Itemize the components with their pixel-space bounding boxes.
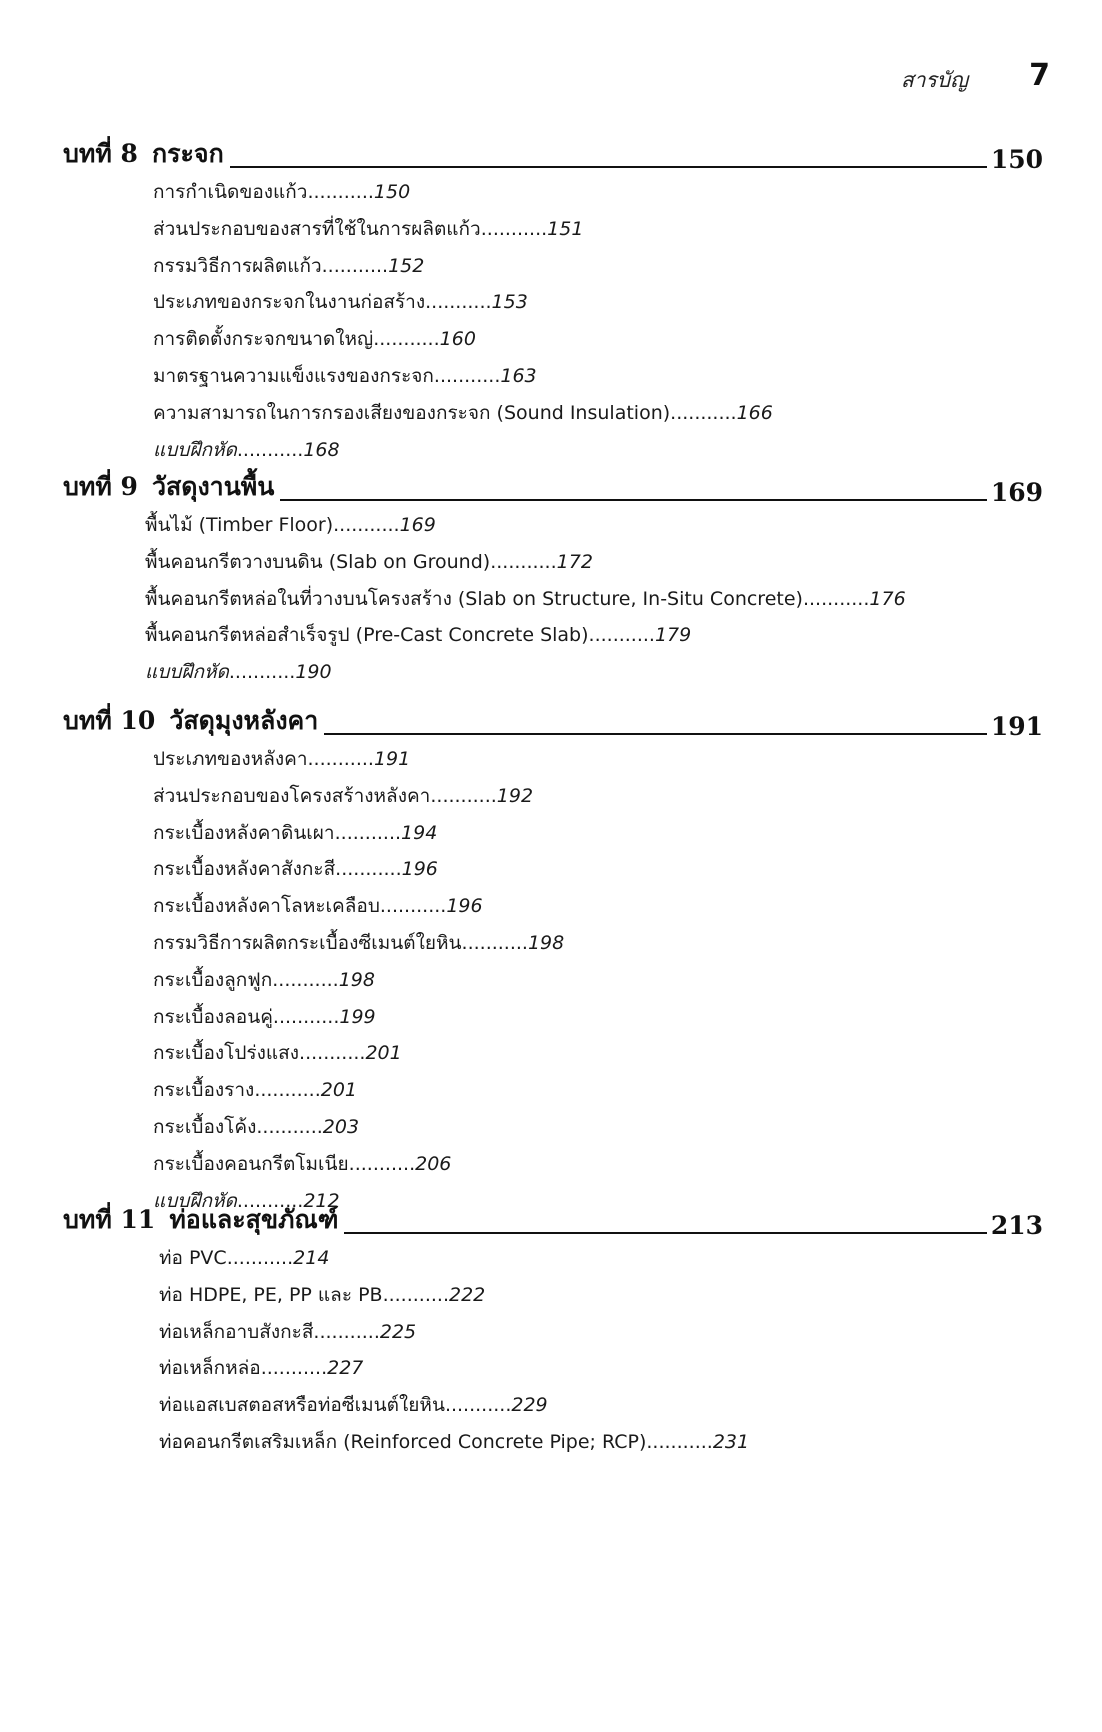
toc-entry-page: 169 [399, 514, 436, 536]
toc-entry[interactable] [153, 999, 1043, 1036]
toc-entry-page: 168 [303, 438, 340, 461]
dot-leader: ........... [313, 1320, 380, 1343]
toc-entry-page: 152 [388, 254, 425, 277]
dot-leader: ........... [382, 1283, 449, 1306]
toc-entry-page: 199 [339, 1005, 376, 1028]
toc-entry[interactable] [159, 1350, 1043, 1387]
toc-entry-title: กระเบื้องโค้ง [153, 1115, 257, 1138]
toc-entry[interactable] [153, 1109, 1043, 1146]
chapter-heading[interactable] [63, 1200, 1043, 1240]
chapter-title: ท่อและสุขภัณฑ์ [169, 1205, 339, 1234]
toc-entry[interactable] [153, 962, 1043, 999]
toc-entry[interactable] [145, 581, 1043, 618]
dot-leader: ........... [260, 1357, 328, 1380]
running-title: สารบัญ [900, 68, 968, 92]
dot-leader: ........... [433, 364, 501, 387]
toc-entry[interactable] [153, 815, 1043, 852]
dot-leader: ........... [236, 1189, 304, 1212]
chapter-label: บทที่ 9 [63, 472, 138, 501]
toc-entry-title: กระเบื้องราง [153, 1079, 255, 1102]
chapter-page-number: 169 [990, 478, 1043, 507]
toc-entry-page: 231 [712, 1430, 750, 1453]
dot-leader: ........... [670, 401, 737, 424]
toc-entry-title: กระเบื้องหลังคาโลหะเคลือบ [153, 895, 380, 918]
chapter-label: บทที่ 11 [63, 1205, 156, 1234]
toc-entry-page: 206 [415, 1152, 452, 1175]
toc-entry-title: พื้นคอนกรีตวางบนดิน (Slab on Ground) [145, 550, 491, 573]
toc-entry-title: ท่อแอสเบสตอสหรือท่อซีเมนต์ใยหิน [159, 1394, 445, 1417]
toc-entry[interactable] [145, 654, 1043, 691]
toc-entry-title: มาตรฐานความแข็งแรงของกระจก [153, 364, 434, 387]
toc-entry[interactable] [153, 321, 1043, 358]
toc-entry-title: กระเบื้องลอนคู่ [153, 1005, 273, 1028]
toc-entry-title: กรรมวิธีการผลิตกระเบื้องซีเมนต์ใยหิน [153, 931, 462, 954]
toc-entry-page: 198 [527, 931, 565, 954]
toc-entry-page: 198 [338, 968, 375, 991]
dot-leader: ........... [236, 438, 304, 461]
dot-leader: ........... [272, 968, 339, 991]
toc-entry[interactable] [159, 1240, 1043, 1277]
chapter-entry-list [145, 507, 1043, 691]
toc-entry[interactable] [153, 248, 1043, 285]
dot-leader: ........... [272, 1005, 340, 1028]
dot-leader: ........... [802, 587, 870, 610]
toc-entry-page: 160 [439, 328, 476, 351]
toc-entry-page: 190 [295, 661, 332, 684]
toc-entry-title: กระเบื้องคอนกรีตโมเนีย [153, 1152, 349, 1175]
toc-entry-title: ท่อเหล็กหล่อ [159, 1357, 261, 1380]
toc-entry[interactable] [153, 358, 1043, 395]
toc-entry-page: 227 [327, 1357, 364, 1380]
toc-entry-title: ท่อเหล็กอาบสังกะสี [159, 1320, 314, 1343]
toc-entry-title: กระเบื้องโปร่งแสง [153, 1042, 300, 1065]
toc-entry-title: กระเบื้องลูกฟูก [153, 968, 273, 991]
toc-entry-page: 201 [365, 1042, 402, 1065]
toc-entry[interactable] [153, 211, 1043, 248]
chapter-section [63, 1200, 1043, 1461]
dot-leader: ........... [254, 1079, 321, 1102]
toc-entry-page: 153 [491, 291, 528, 314]
toc-entry-title: ส่วนประกอบของโครงสร้างหลังคา [153, 784, 431, 807]
dot-leader: ........... [307, 748, 374, 770]
dot-leader: ........... [335, 858, 402, 881]
page-number: 7 [1029, 58, 1050, 93]
toc-entry[interactable] [159, 1387, 1043, 1424]
chapter-page-number: 150 [990, 145, 1043, 174]
chapter-title: กระจก [151, 139, 224, 168]
dot-leader: ........... [334, 821, 402, 844]
chapter-leader-line [280, 499, 986, 501]
toc-entry-page: 196 [446, 895, 483, 918]
chapter-entry-list [153, 741, 1043, 1219]
toc-entry[interactable] [153, 741, 1043, 778]
dot-leader: ........... [490, 550, 557, 573]
toc-entry-page: 229 [511, 1394, 548, 1417]
chapter-entry-list [159, 1240, 1043, 1461]
toc-entry-page: 212 [303, 1189, 340, 1212]
toc-entry-title: แบบฝึกหัด [153, 1189, 237, 1212]
toc-entry-title: พื้นคอนกรีตหล่อในที่วางบนโครงสร้าง (Slab on Structure, In-Situ Concrete) [145, 587, 803, 610]
chapter-entry-list [153, 174, 1043, 468]
dot-leader: ........... [348, 1152, 416, 1175]
toc-entry-title: แบบฝึกหัด [153, 438, 237, 461]
dot-leader: ........... [425, 291, 492, 314]
dot-leader: ........... [373, 328, 440, 351]
chapter-heading[interactable] [63, 467, 1043, 507]
dot-leader: ........... [228, 661, 296, 684]
toc-entry-title: กระเบื้องหลังคาดินเผา [153, 821, 335, 844]
toc-entry[interactable] [153, 1146, 1043, 1183]
toc-entry-page: 192 [496, 784, 534, 807]
chapter-title: วัสดุมุงหลังคา [169, 706, 319, 735]
dot-leader: ........... [307, 181, 374, 203]
chapter-heading[interactable] [63, 134, 1043, 174]
toc-entry-page: 222 [449, 1283, 486, 1306]
dot-leader: ........... [461, 931, 528, 954]
toc-entry[interactable] [145, 507, 1043, 544]
toc-entry-title: ท่อ HDPE, PE, PP และ PB [159, 1283, 383, 1306]
toc-entry-title: พื้นไม้ (Timber Floor) [145, 514, 334, 536]
toc-entry-page: 214 [293, 1247, 330, 1269]
toc-entry[interactable] [145, 544, 1043, 581]
toc-entry[interactable] [159, 1277, 1043, 1314]
toc-entry[interactable] [153, 1035, 1043, 1072]
toc-entry-page: 225 [379, 1320, 417, 1343]
dot-leader: ........... [321, 254, 389, 277]
toc-entry-title: แบบฝึกหัด [145, 661, 229, 684]
chapter-leader-line [344, 1232, 986, 1234]
toc-entry-title: การกำเนิดของแก้ว [153, 181, 308, 203]
toc-entry-page: 163 [500, 364, 537, 387]
toc-entry[interactable] [159, 1314, 1043, 1351]
toc-entry-page: 203 [322, 1115, 360, 1138]
toc-entry[interactable] [145, 617, 1043, 654]
toc-entry-title: ท่อ PVC [159, 1247, 227, 1269]
chapter-page-number: 191 [990, 712, 1043, 741]
toc-entry-title: การติดตั้งกระจกขนาดใหญ่ [153, 328, 374, 351]
toc-entry-page: 150 [373, 181, 411, 203]
chapter-heading[interactable] [63, 701, 1043, 741]
toc-entry-page: 151 [547, 217, 584, 240]
toc-entry[interactable] [159, 1424, 1043, 1461]
toc-entry-page: 194 [401, 821, 438, 844]
dot-leader: ........... [480, 217, 548, 240]
toc-entry[interactable] [153, 778, 1043, 815]
chapter-leader-line [230, 166, 987, 168]
toc-entry[interactable] [153, 925, 1043, 962]
toc-entry-title: กระเบื้องหลังคาสังกะสี [153, 858, 336, 881]
chapter-page-number: 213 [990, 1211, 1043, 1240]
toc-entry-page: 166 [736, 401, 773, 424]
chapter-title: วัสดุงานพื้น [151, 472, 275, 501]
chapter-section [63, 701, 1043, 1219]
toc-entry[interactable] [153, 1072, 1043, 1109]
chapter-label: บทที่ 10 [63, 706, 156, 735]
toc-entry[interactable] [153, 851, 1043, 888]
toc-entry-title: ประเภทของหลังคา [153, 748, 308, 770]
dot-leader: ........... [444, 1394, 512, 1417]
toc-entry-page: 176 [869, 587, 906, 610]
chapter-section [63, 467, 1043, 691]
chapter-section [63, 134, 1043, 468]
toc-entry-title: ท่อคอนกรีตเสริมเหล็ก (Reinforced Concrete Pipe; RCP) [159, 1430, 647, 1453]
dot-leader: ........... [379, 895, 447, 918]
dot-leader: ........... [333, 514, 400, 536]
toc-entry-page: 179 [654, 624, 692, 647]
toc-entry-title: ความสามารถในการกรองเสียงของกระจก (Sound Insulation) [153, 401, 671, 424]
toc-entry-page: 201 [320, 1079, 358, 1102]
toc-entry-page: 172 [556, 550, 593, 573]
toc-entry[interactable] [153, 395, 1043, 432]
toc-entry-title: ส่วนประกอบของสารที่ใช้ในการผลิตแก้ว [153, 217, 481, 240]
toc-entry-page: 191 [373, 748, 411, 770]
dot-leader: ........... [588, 624, 655, 647]
toc-entry-page: 196 [401, 858, 438, 881]
dot-leader: ........... [226, 1247, 294, 1269]
chapter-label: บทที่ 8 [63, 139, 138, 168]
dot-leader: ........... [430, 784, 497, 807]
dot-leader: ........... [646, 1430, 713, 1453]
toc-entry-title: ประเภทของกระจกในงานก่อสร้าง [153, 291, 426, 314]
chapter-leader-line [324, 733, 986, 735]
toc-entry-title: พื้นคอนกรีตหล่อสำเร็จรูป (Pre-Cast Concrete Slab) [145, 624, 589, 647]
toc-entry[interactable] [153, 284, 1043, 321]
dot-leader: ........... [256, 1115, 323, 1138]
toc-entry[interactable] [153, 174, 1043, 211]
toc-entry[interactable] [153, 432, 1043, 469]
dot-leader: ........... [299, 1042, 366, 1065]
toc-entry-title: กรรมวิธีการผลิตแก้ว [153, 254, 322, 277]
toc-entry[interactable] [153, 888, 1043, 925]
